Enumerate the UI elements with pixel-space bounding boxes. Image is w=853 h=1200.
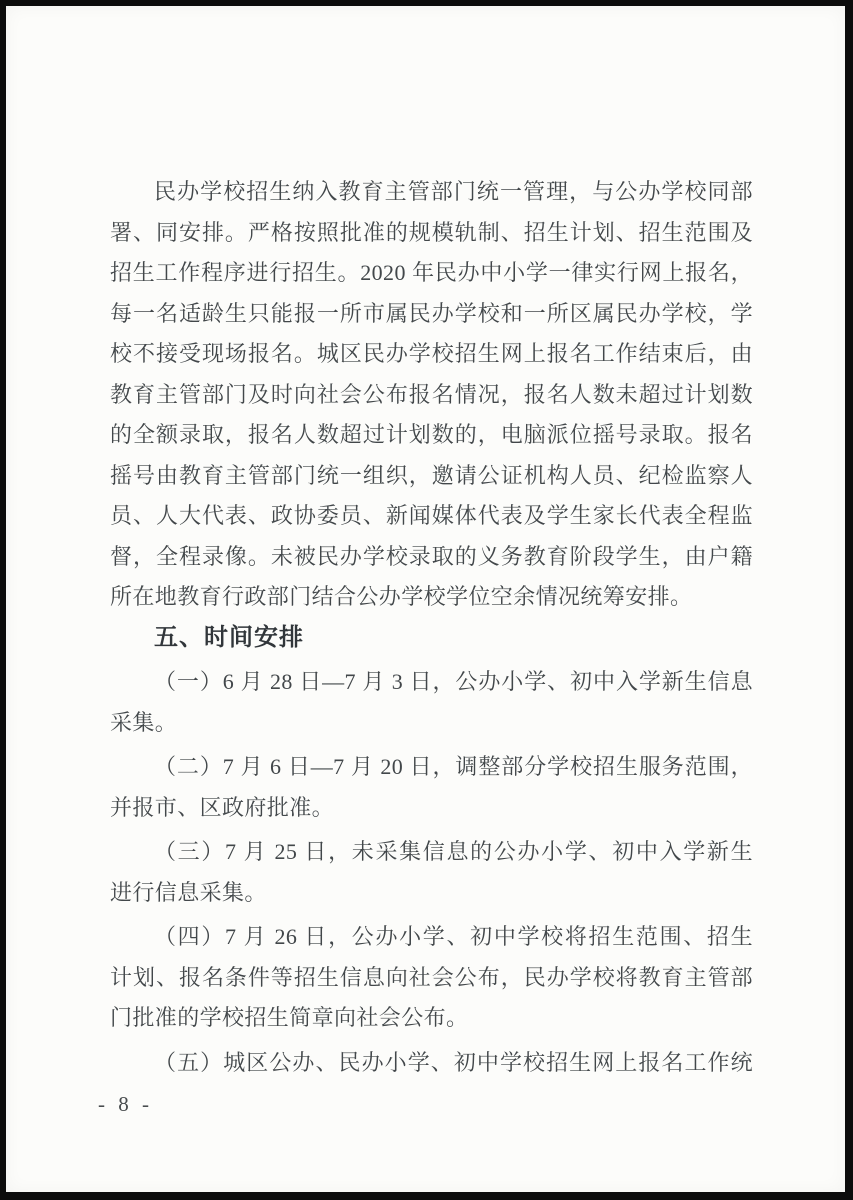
schedule-item-1 xyxy=(110,662,753,743)
text-line: （三）7 月 25 日，未采集信息的公办小学、初中入学新生 xyxy=(154,839,753,864)
text-line: 每一名适龄生只能报一所市属民办学校和一所区属民办学校，学 xyxy=(110,300,753,326)
schedule-item-2 xyxy=(110,747,753,828)
text-line: 计划、报名条件等招生信息向社会公布，民办学校将教育主管部 xyxy=(110,964,753,990)
text-line: 员、人大代表、政协委员、新闻媒体代表及学生家长代表全程监 xyxy=(110,503,753,528)
text-line: 所在地教育行政部门结合公办学校学位空余情况统筹安排。 xyxy=(110,584,693,609)
intro-paragraph xyxy=(110,172,753,618)
schedule-item-3 xyxy=(110,832,753,913)
text-line: 教育主管部门及时向社会公布报名情况，报名人数未超过计划数 xyxy=(110,381,753,407)
text-line: （一）6 月 28 日—7 月 3 日，公办小学、初中入学新生信息 xyxy=(154,669,753,694)
text-line: 的全额录取，报名人数超过计划数的，电脑派位摇号录取。报名 xyxy=(110,422,753,447)
text-line: 并报市、区政府批准。 xyxy=(110,794,335,820)
document-body xyxy=(110,172,753,1083)
text-line: （四）7 月 26 日，公办小学、初中学校将招生范围、招生 xyxy=(154,924,753,949)
section-heading: 五、时间安排 xyxy=(154,623,304,651)
text-line: 督，全程录像。未被民办学校录取的义务教育阶段学生，由户籍 xyxy=(110,543,753,569)
text-line: 门批准的学校招生简章向社会公布。 xyxy=(110,1005,469,1030)
text-line: 民办学校招生纳入教育主管部门统一管理，与公办学校同部 xyxy=(154,179,753,204)
text-line: （二）7 月 6 日—7 月 20 日，调整部分学校招生服务范围， xyxy=(154,754,753,779)
text-line: 校不接受现场报名。城区民办学校招生网上报名工作结束后，由 xyxy=(110,341,753,366)
document-page xyxy=(6,6,845,1192)
text-line: 采集。 xyxy=(110,709,178,735)
schedule-item-4 xyxy=(110,917,753,1039)
text-line: 招生工作程序进行招生。2020 年民办中小学一律实行网上报名， xyxy=(110,260,753,285)
page-number: - 8 - xyxy=(98,1092,153,1116)
schedule-item-5 xyxy=(110,1043,753,1084)
text-line: 进行信息采集。 xyxy=(110,879,267,905)
text-line: 署、同安排。严格按照批准的规模轨制、招生计划、招生范围及 xyxy=(110,219,753,245)
text-line: （五）城区公办、民办小学、初中学校招生网上报名工作统 xyxy=(154,1049,753,1075)
text-line: 摇号由教育主管部门统一组织，邀请公证机构人员、纪检监察人 xyxy=(110,462,753,488)
